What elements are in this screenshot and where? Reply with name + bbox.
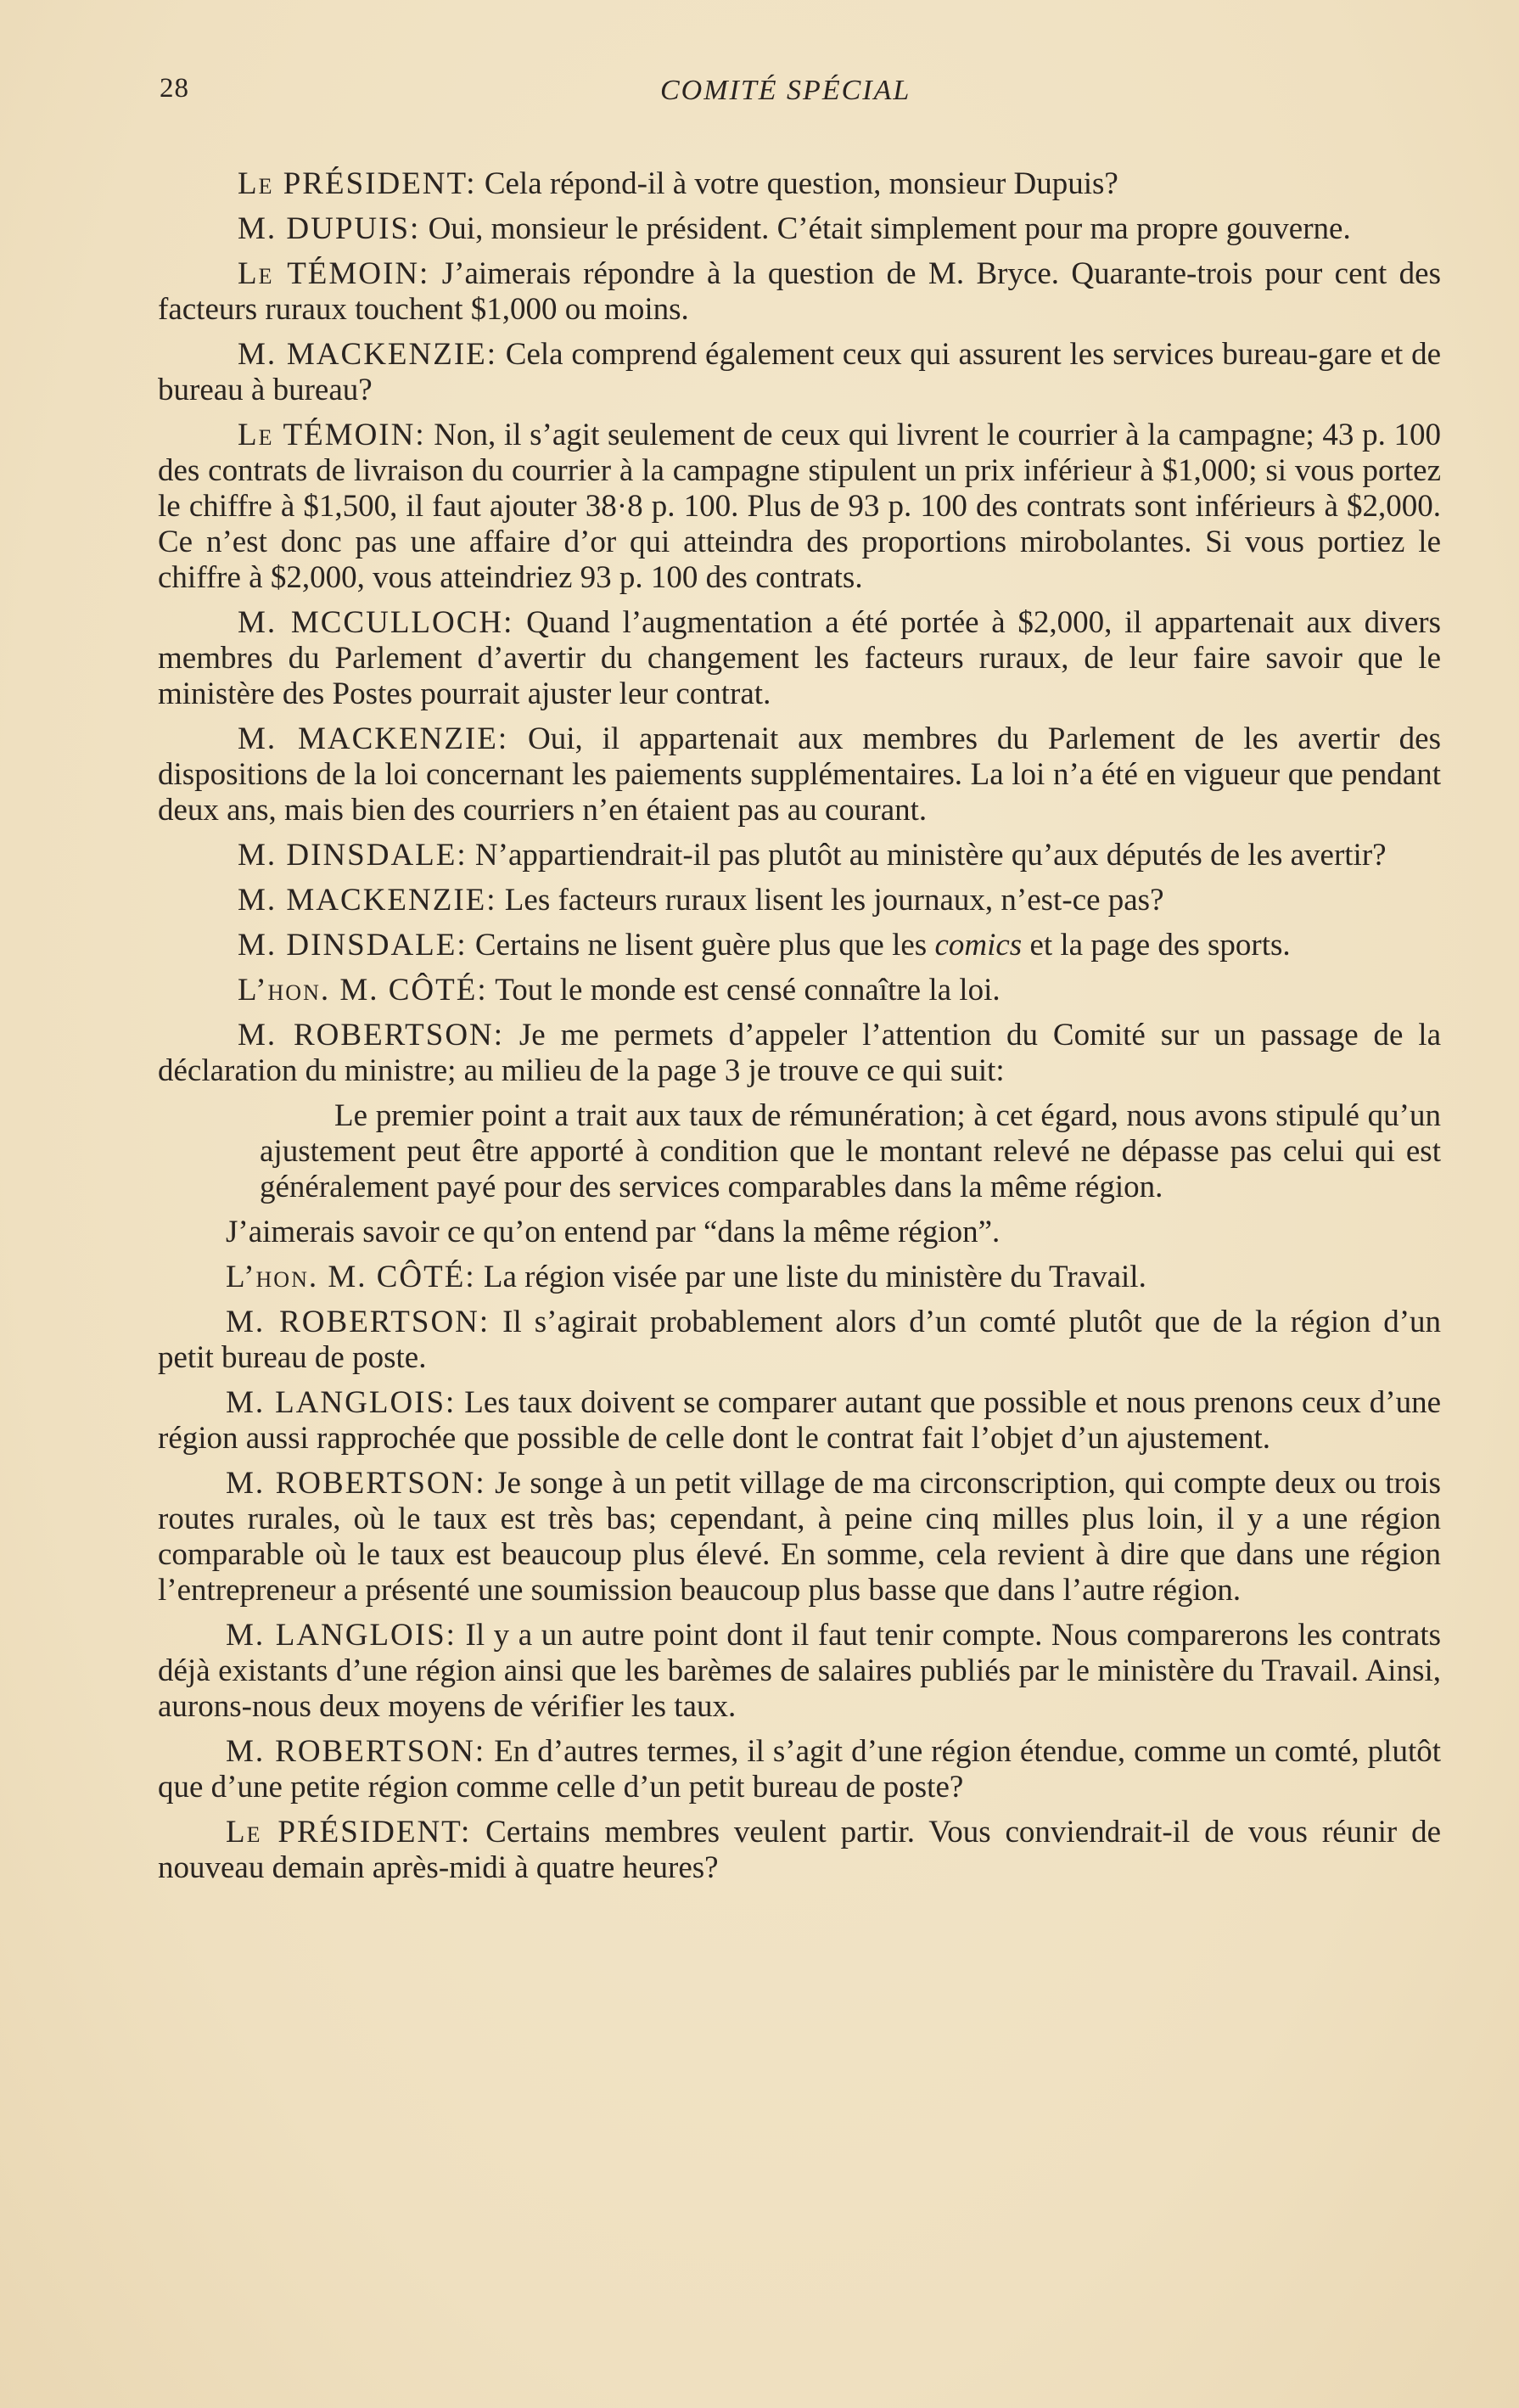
paragraph-text: Oui, monsieur le président. C’était simplement pour ma propre gouverne. — [428, 211, 1351, 246]
paragraph-text: Il y a un autre point dont il faut tenir compte. Nous comparerons les contrats déjà existants d’une région ainsi que les barèmes de salaires publiés par le ministère du Travail. Ainsi, aurons-nous deux moyens de vérifier les taux. — [158, 1618, 1441, 1724]
speaker-label: L’hon. M. CÔTÉ: — [238, 973, 488, 1008]
paragraph — [158, 1734, 1441, 1805]
paragraph — [158, 166, 1441, 202]
paragraph — [158, 1385, 1441, 1457]
paragraph — [158, 211, 1441, 247]
paragraph-text: et la page des sports. — [1022, 928, 1291, 963]
paragraph — [158, 418, 1441, 596]
running-head — [158, 66, 1443, 117]
paragraph — [158, 1215, 1441, 1250]
transcript-body — [158, 166, 1441, 1886]
paragraph — [158, 1466, 1441, 1608]
paragraph — [158, 1260, 1441, 1295]
paragraph — [158, 883, 1441, 918]
speaker-label: Le PRÉSIDENT: — [238, 166, 477, 201]
paragraph-text: Tout le monde est censé connaître la loi. — [495, 973, 1001, 1008]
paragraph-text: Quand l’augmentation a été portée à $2,000, il appartenait aux divers membres du Parlement d’avertir du changement les facteurs ruraux, de leur faire savoir que le ministère des Postes pourrait ajuster leur contrat. — [158, 605, 1441, 711]
paragraph-text: J’aimerais répondre à la question de M. Bryce. Quarante-trois pour cent des facteurs ruraux touchent $1,000 ou moins. — [158, 256, 1441, 327]
paragraph-text: Je me permets d’appeler l’attention du Comité sur un passage de la déclaration du ministre; au milieu de la page 3 je trouve ce qui suit: — [158, 1018, 1442, 1088]
block-quote: Le premier point a trait aux taux de rémunération; à cet égard, nous avons stipulé qu’un ajustement peut être apporté à condition que le montant relevé ne dépasse pas celui qui est généralement payé pour des services comparables dans la même région. — [260, 1098, 1441, 1204]
speaker-label: M. MCCULLOCH: — [238, 605, 514, 640]
paragraph — [158, 973, 1441, 1008]
speaker-label: M. DINSDALE: — [238, 928, 468, 963]
paragraph-text: Certains membres veulent partir. Vous conviendrait-il de vous réunir de nouveau demain après-midi à quatre heures? — [158, 1815, 1442, 1885]
paragraph-text: Les facteurs ruraux lisent les journaux, n’est-ce pas? — [504, 883, 1164, 918]
paragraph — [158, 721, 1441, 828]
paragraph — [158, 337, 1441, 408]
speaker-label: Le TÉMOIN: — [238, 256, 430, 291]
italic-term: comics — [934, 928, 1023, 963]
paragraph-text: Cela comprend également ceux qui assurent les services bureau-gare et de bureau à bureau? — [158, 337, 1441, 407]
speaker-label: M. ROBERTSON: — [226, 1466, 486, 1501]
speaker-label: M. ROBERTSON: — [238, 1018, 505, 1052]
paragraph-text: La région visée par une liste du ministère du Travail. — [483, 1260, 1146, 1294]
speaker-label: M. LANGLOIS: — [226, 1385, 457, 1420]
running-title: COMITÉ SPÉCIAL — [660, 75, 911, 106]
paragraph — [158, 1815, 1441, 1886]
paragraph-text: En d’autres termes, il s’agit d’une région étendue, comme un comté, plutôt que d’une petite région comme celle d’un petit bureau de poste? — [158, 1734, 1441, 1805]
speaker-label: L’hon. M. CÔTÉ: — [226, 1260, 476, 1294]
speaker-label: M. DINSDALE: — [238, 838, 468, 873]
speaker-label: M. LANGLOIS: — [226, 1618, 457, 1653]
speaker-label: M. MACKENZIE: — [238, 883, 497, 918]
speaker-label: Le TÉMOIN: — [238, 418, 426, 452]
paragraph — [158, 838, 1441, 873]
speaker-label: M. ROBERTSON: — [226, 1305, 490, 1339]
paragraph-text: Cela répond-il à votre question, monsieur Dupuis? — [484, 166, 1118, 201]
paragraph-text: J’aimerais savoir ce qu’on entend par “dans la même région”. — [226, 1215, 1001, 1249]
paragraph — [158, 1618, 1441, 1725]
paragraph — [158, 928, 1441, 963]
paragraph-text: Il s’agirait probablement alors d’un comté plutôt que de la région d’un petit bureau de poste. — [158, 1305, 1442, 1375]
paragraph-text: Les taux doivent se comparer autant que possible et nous prenons ceux d’une région aussi rapprochée que possible de celle dont le contrat fait l’objet d’un ajustement. — [158, 1385, 1441, 1456]
speaker-label: M. MACKENZIE: — [238, 721, 509, 756]
speaker-label: M. DUPUIS: — [238, 211, 421, 246]
paragraph-text: Je songe à un petit village de ma circonscription, qui compte deux ou trois routes rurales, où le taux est très bas; cependant, à peine cinq milles plus loin, il y a une région comparable où le taux est beaucoup plus élevé. En somme, cela revient à dire que dans une région l’entrepreneur a présenté une soumission beaucoup plus basse que dans l’autre région. — [158, 1466, 1442, 1608]
paragraph — [158, 1305, 1441, 1376]
paragraph-text: Oui, il appartenait aux membres du Parlement de les avertir des dispositions de la loi concernant les paiements supplémentaires. La loi n’a été en vigueur que pendant deux ans, mais bien des courriers n’en étaient pas au courant. — [158, 721, 1441, 828]
paragraph-text: Certains ne lisent guère plus que les — [474, 928, 935, 963]
page-number: 28 — [160, 73, 189, 104]
speaker-label: Le PRÉSIDENT: — [226, 1815, 472, 1850]
paragraph-text: Non, il s’agit seulement de ceux qui livrent le courrier à la campagne; 43 p. 100 des contrats de livraison du courrier à la campagne stipulent un prix inférieur à $1,000; si vous portez le chiffre à $1,500, il faut ajouter 38·8 p. 100. Plus de 93 p. 100 des contrats sont inférieurs à $2,000. Ce n’est donc pas une affaire d’or qui atteindra des proportions mirobolantes. Si vous portiez le chiffre à $2,000, vous atteindriez 93 p. 100 des contrats. — [158, 418, 1442, 595]
paragraph — [158, 1018, 1441, 1089]
speaker-label: M. MACKENZIE: — [238, 337, 498, 372]
paragraph — [158, 256, 1441, 328]
paragraph — [158, 605, 1441, 712]
paragraph-text: N’appartiendrait-il pas plutôt au ministère qu’aux députés de les avertir? — [474, 838, 1387, 873]
speaker-label: M. ROBERTSON: — [226, 1734, 486, 1769]
